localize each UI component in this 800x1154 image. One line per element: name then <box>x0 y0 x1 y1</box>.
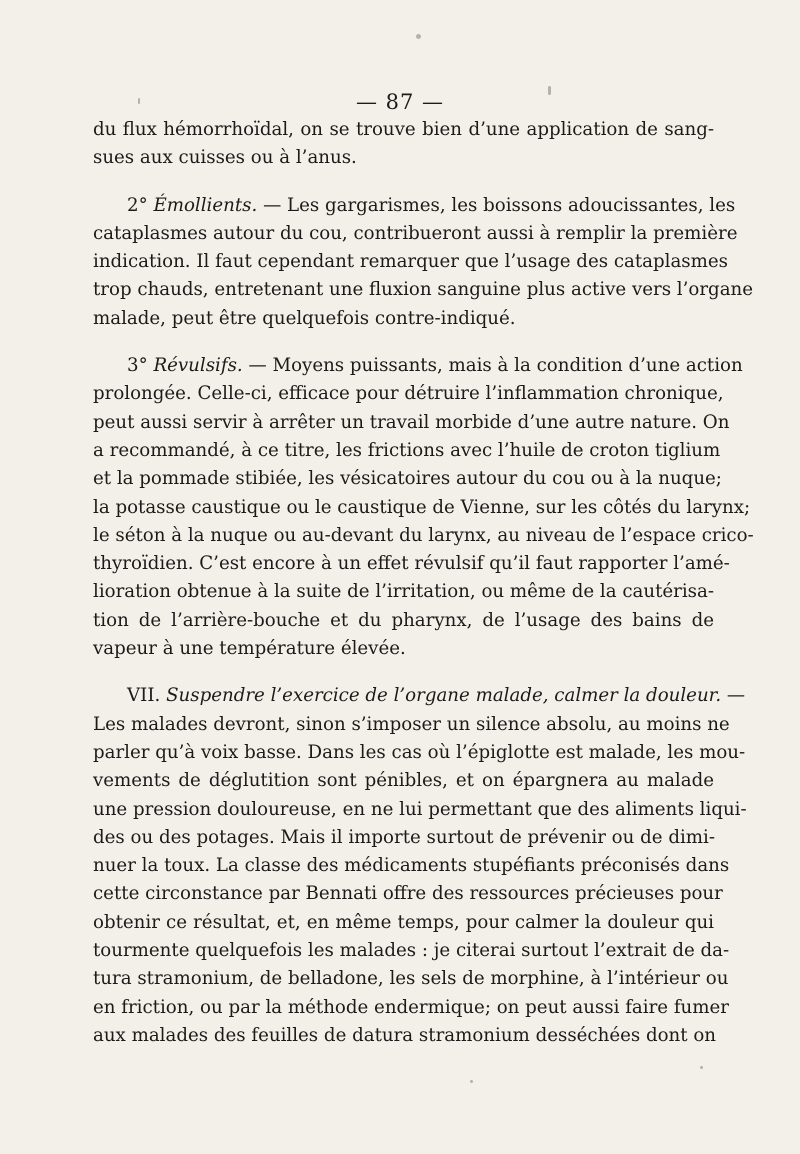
text-line: aux malades des feuilles de datura stramonium desséchées dont on <box>93 1024 717 1046</box>
text-line: le séton à la nuque ou au-devant du larynx, au niveau de l’espace crico- <box>93 524 754 546</box>
text-line: lioration obtenue à la suite de l’irritation, ou même de la cautérisa- <box>93 581 714 603</box>
body-text <box>93 116 754 1050</box>
text-line: obtenir ce résultat, et, en même temps, pour calmer la douleur qui <box>93 911 714 933</box>
paragraph <box>93 192 754 333</box>
text-line: malade, peut être quelquefois contre-indiqué. <box>93 307 516 329</box>
text-line: tourmente quelquefois les malades : je citerai surtout l’extrait de da- <box>93 940 730 962</box>
paragraph <box>93 682 747 1050</box>
text-line: parler qu’à voix basse. Dans les cas où l’épiglotte est malade, les mou- <box>93 741 746 763</box>
text-line: du flux hémorrhoïdal, on se trouve bien d’une application de sang- <box>93 119 714 140</box>
text-line: cataplasmes autour du cou, contribueront aussi à remplir la première <box>93 222 738 244</box>
text-line: vapeur à une température élevée. <box>93 638 406 660</box>
text-line: une pression douloureuse, en ne lui permettant que des aliments liqui- <box>93 798 747 820</box>
text-run: — Les gargarismes, les boissons adoucissantes, les <box>257 194 736 216</box>
section-number: VII. <box>127 685 167 707</box>
text-line: en friction, ou par la méthode endermique; on peut aussi faire fumer <box>93 996 729 1018</box>
text-line: cette circonstance par Bennati offre des ressources précieuses pour <box>93 883 723 905</box>
text-line <box>93 192 736 220</box>
text-line: sues aux cuisses ou à l’anus. <box>93 147 357 169</box>
text-run: — <box>721 685 746 707</box>
text-line: trop chauds, entretenant une fluxion sanguine plus active vers l’organe <box>93 279 754 301</box>
text-line: la potasse caustique ou le caustique de Vienne, sur les côtés du larynx; <box>93 496 751 518</box>
section-heading: Suspendre l’exercice de l’organe malade, calmer la douleur. <box>166 685 722 707</box>
text-line: nuer la toux. La classe des médicaments stupéfiants préconisés dans <box>93 855 730 877</box>
text-line: peut aussi servir à arrêter un travail morbide d’une autre nature. On <box>93 411 730 433</box>
text-run: — Moyens puissants, mais à la condition d’une action <box>242 355 743 377</box>
paragraph <box>93 352 754 663</box>
text-line: prolongée. Celle-ci, efficace pour détruire l’inflammation chronique, <box>93 383 724 405</box>
section-number: 2° <box>127 194 154 216</box>
text-line <box>93 352 743 380</box>
section-number: 3° <box>127 355 154 377</box>
text-line: tion de l’arrière-bouche et du pharynx, de l’usage des bains de <box>93 609 714 631</box>
text-line: a recommandé, à ce titre, les frictions avec l’huile de croton tiglium <box>93 439 721 461</box>
text-line: Les malades devront, sinon s’imposer un silence absolu, au moins ne <box>93 713 730 735</box>
text-line: et la pommade stibiée, les vésicatoires autour du cou ou à la nuque; <box>93 468 722 490</box>
text-line: tura stramonium, de belladone, les sels de morphine, à l’intérieur ou <box>93 968 729 990</box>
text-line: vements de déglutition sont pénibles, et on épargnera au malade <box>93 770 714 792</box>
section-heading: Émollients. <box>153 194 258 216</box>
paragraph <box>93 116 714 173</box>
section-heading: Révulsifs. <box>153 355 243 377</box>
page-number: — 87 — <box>355 90 445 114</box>
text-line: des ou des potages. Mais il importe surtout de prévenir ou de dimi- <box>93 826 715 848</box>
text-line <box>93 682 746 710</box>
text-line: indication. Il faut cependant remarquer que l’usage des cataplasmes <box>93 251 728 273</box>
text-line: thyroïdien. C’est encore à un effet révulsif qu’il faut rapporter l’amé- <box>93 553 730 575</box>
